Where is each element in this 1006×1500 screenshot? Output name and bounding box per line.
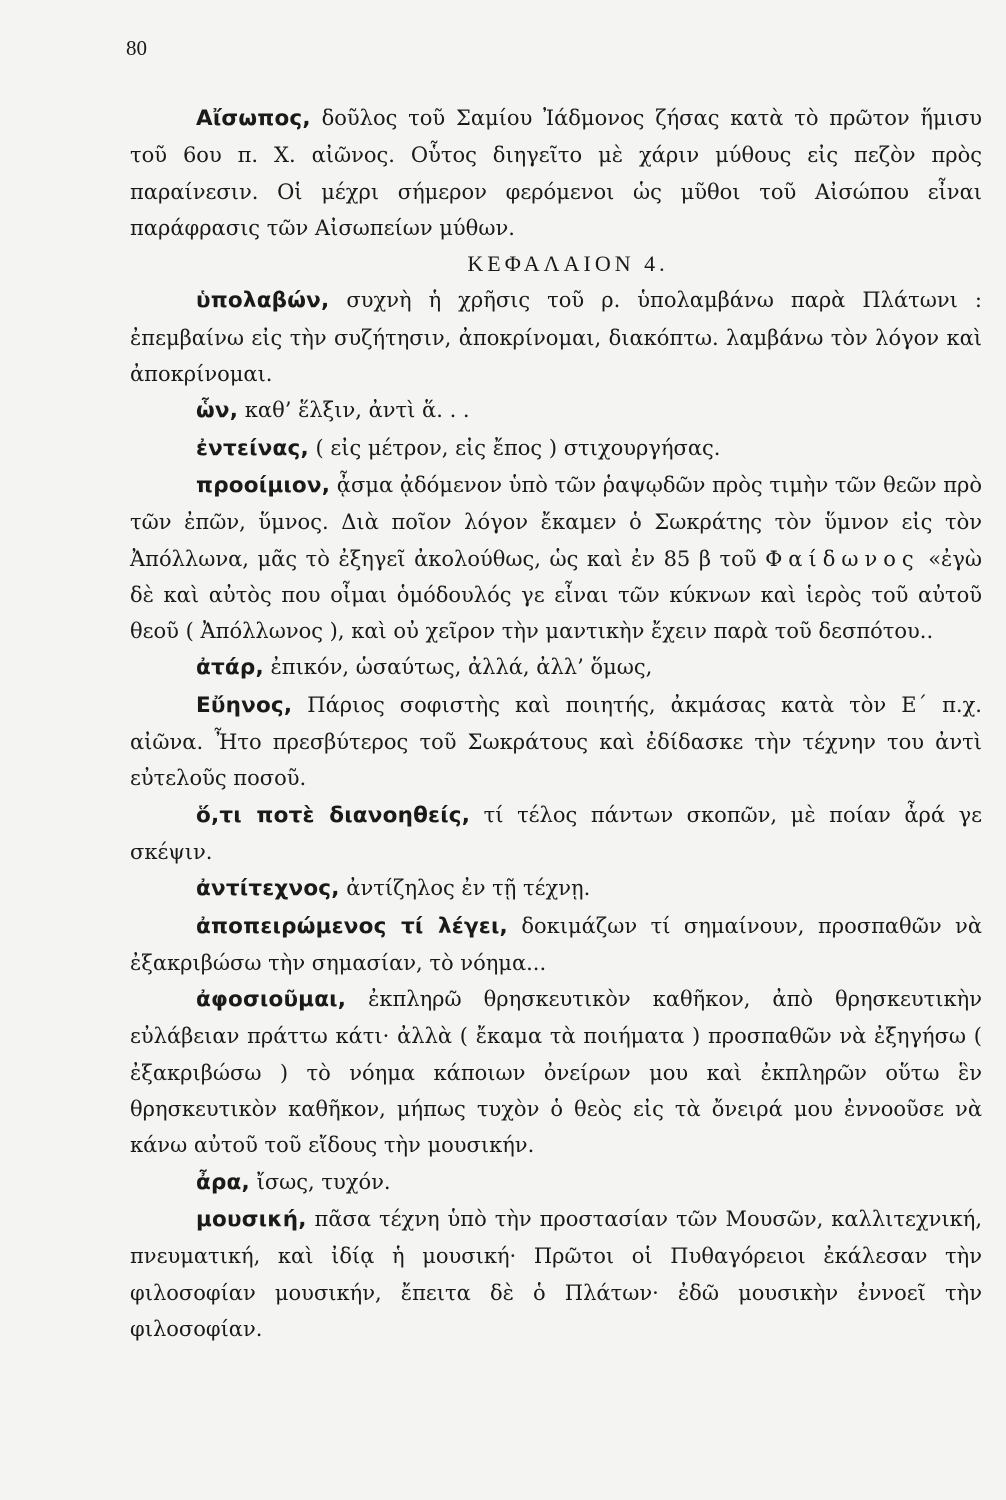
entry-definition: τί τέλος πάντων σκοπῶν, μὲ ποίαν ἆρά γε σκέψιν. <box>130 802 983 864</box>
entry-headword: ὧν, <box>196 398 239 424</box>
entry-headword: μουσική, <box>196 1206 307 1232</box>
glossary-entry-hon <box>130 392 982 429</box>
entry-headword: Αἴσωπος, <box>196 106 311 131</box>
glossary-entry-antitechnos <box>130 870 982 907</box>
glossary-entry-hypolabon <box>130 282 982 392</box>
entry-headword: Εὔηνος, <box>196 692 293 718</box>
entry-headword: ὑπολαβών, <box>196 288 330 314</box>
glossary-entry-aisopos <box>130 100 982 246</box>
glossary-entry-oti-pote <box>130 797 982 871</box>
entry-headword: ἐντείνας, <box>196 435 309 461</box>
entry-definition: δοῦλος τοῦ Σαμίου Ἰάδμονος ζήσας κατὰ τὸ πρῶτον ἥμισυ τοῦ 6ου π. Χ. αἰῶνος. Οὗτος διηγεῖτο μὲ χάριν μύθους εἰς πεζὸν πρὸς παραίνεσιν. Οἱ μέχρι σήμερον φερόμενοι ὡς μῦθοι τοῦ Αἰσώπου εἶναι παράφρασις τῶν Αἰσωπείων μύθων. <box>130 106 982 240</box>
entry-definition: ( εἰς μέτρον, εἰς ἔπος ) στιχουργήσας. <box>308 435 721 460</box>
entry-definition: ἴσως, τυχόν. <box>249 1169 391 1194</box>
entry-definition: δοκιμάζων τί σημαίνουν, προσπαθῶν νὰ ἐξακριβώσω τὴν σημασίαν, τὸ νόημα... <box>130 913 982 975</box>
glossary-entry-apopeiromenos <box>130 908 982 982</box>
glossary-entry-atar <box>130 649 982 686</box>
entry-definition: ἐκπληρῶ θρησκευτικὸν καθῆκον, ἀπὸ θρησκευτικὴν εὐλάβειαν πράττω κάτι· ἀλλὰ ( ἔκαμα τὰ ποιήματα ) προσπαθῶν νὰ ἐξηγήσω ( ἐξακριβώσω ) τὸ νόημα κάποιων ὀνείρων μου καὶ ἐκπληρῶν οὕτω ἓν θρησκευτικὸν καθῆκον, μήπως τυχὸν ὁ θεὸς εἰς τὰ ὄνειρά μου ἐννοοῦσε νὰ κάνω αὐτοῦ τοῦ εἴδους τὴν μουσικήν. <box>130 987 982 1158</box>
entry-definition: καθ’ ἕλξιν, ἀντὶ ἅ. . . <box>238 398 470 423</box>
entry-definition: ἐπικόν, ὡσαύτως, ἀλλά, ἀλλ’ ὅμως, <box>263 655 653 680</box>
glossary-entry-mousike <box>130 1201 982 1347</box>
chapter-heading: ΚΕΦΑΛΑΙΟΝ 4. <box>467 251 669 277</box>
work-title-phaedo: Φαίδωνος <box>765 546 920 571</box>
entry-definition: συχνὴ ἡ χρῆσις τοῦ ρ. ὑπολαμβάνω παρὰ Πλάτωνι : ἐπεμβαίνω εἰς τὴν συζήτησιν, ἀποκρίνομαι, διακόπτω. λαμβάνω τὸν λόγον καὶ ἀποκρίνομαι. <box>130 288 982 387</box>
entry-definition: Πάριος σοφιστὴς καὶ ποιητής, ἀκμάσας κατὰ τὸν Ε΄ π.χ. αἰῶνα. Ἦτο πρεσβύτερος τοῦ Σωκράτους καὶ ἐδίδασκε τὴν τέχνην του ἀντὶ εὐτελοῦς ποσοῦ. <box>130 692 982 791</box>
entry-headword: ἀποπειρώμενος τί λέγει, <box>196 913 508 939</box>
entry-headword: ἀφοσιοῦμαι, <box>196 987 347 1013</box>
glossary-entry-euenos <box>130 687 982 797</box>
page-number: 80 <box>126 36 147 60</box>
entry-definition: ᾆσμα ᾀδόμενον ὑπὸ τῶν ῥαψῳδῶν πρὸς τιμὴν τῶν θεῶν πρὸ τῶν ἐπῶν, ὕμνος. Διὰ ποῖον λόγον ἔκαμεν ὁ Σωκράτης τὸν ὕμνον εἰς τὸν Ἀπόλλωνα, μᾶς τὸ ἐξηγεῖ ἀκολούθως, ὡς καὶ ἐν 85 β τοῦ <box>130 472 982 571</box>
glossary-entry-enteinas <box>130 430 982 467</box>
entry-definition: πᾶσα τέχνη ὑπὸ τὴν προστασίαν τῶν Μουσῶν, καλλιτεχνική, πνευματική, καὶ ἰδίᾳ ἡ μουσική· Πρῶτοι οἱ Πυθαγόρειοι ἐκάλεσαν τὴν φιλοσοφίαν μουσικήν, ἔπειτα δὲ ὁ Πλάτων· ἐδῶ μουσικὴν ἐννοεῖ τὴν φιλοσοφίαν. <box>130 1206 982 1341</box>
glossary-entry-prooimion <box>130 467 982 649</box>
entry-definition: ἀντίζηλος ἐν τῇ τέχνῃ. <box>339 876 591 901</box>
entry-headword: προοίμιον, <box>196 472 331 498</box>
entry-headword: ἀντίτεχνος, <box>196 876 340 902</box>
entry-headword: ἀτάρ, <box>196 655 264 681</box>
entry-definition-continued: «ἐγὼ δὲ καὶ αὐτὸς που οἶμαι ὁμόδουλός γε εἶναι τῶν κύκνων καὶ ἱερὸς τοῦ αὐτοῦ θεοῦ ( Ἀπόλλωνος ), καὶ οὐ χεῖρον τὴν μαντικὴν ἔχειν παρὰ τοῦ δεσπότου.. <box>130 546 983 644</box>
page-body <box>130 100 982 1347</box>
glossary-entry-ara <box>130 1164 982 1201</box>
entry-headword: ὅ,τι ποτὲ διανοηθείς, <box>196 802 471 828</box>
entry-headword: ἆρα, <box>196 1169 250 1195</box>
glossary-entry-aphosioumai <box>130 981 982 1163</box>
